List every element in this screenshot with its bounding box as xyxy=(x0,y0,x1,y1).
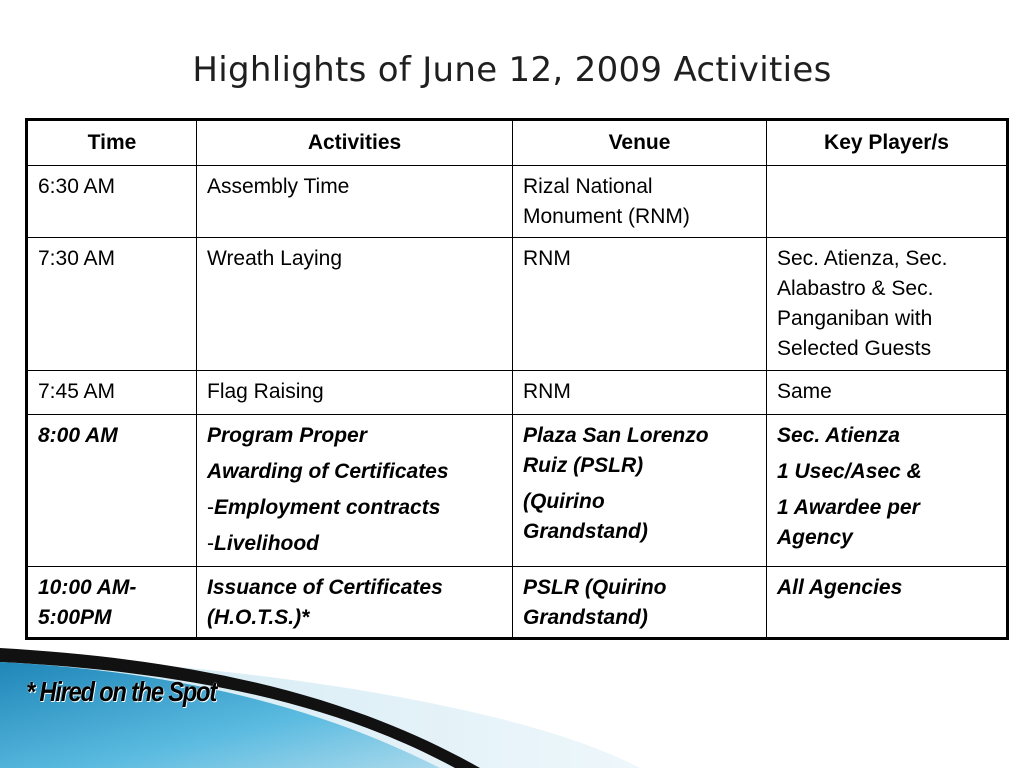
cell-text: Ruiz (PSLR) xyxy=(523,454,644,477)
cell-text: PSLR (Quirino xyxy=(523,576,667,599)
cell-text: 1 Awardee per xyxy=(777,496,920,519)
cell-text: Sec. Atienza, Sec. xyxy=(777,247,948,270)
cell-text: Panganiban with xyxy=(777,307,933,330)
cell-text: All Agencies xyxy=(777,576,903,599)
cell-text: RNM xyxy=(523,380,571,403)
cell-text: (H.O.T.S.)* xyxy=(207,606,310,629)
cell-text: Livelihood xyxy=(214,532,319,555)
cell-text: Selected Guests xyxy=(777,337,932,360)
dash-marker: - xyxy=(207,496,214,519)
cell-text: 7:45 AM xyxy=(38,380,116,403)
slide-title: Highlights of June 12, 2009 Activities xyxy=(192,50,832,90)
cell-text: 5:00PM xyxy=(38,606,112,629)
cell-text: Sec. Atienza xyxy=(777,424,900,447)
cell-text: Alabastro & Sec. xyxy=(777,277,934,300)
cell-text: Rizal National xyxy=(523,175,653,198)
cell-text: Assembly Time xyxy=(207,175,350,198)
cell-text: Awarding of Certificates xyxy=(207,460,449,483)
cell-text: Grandstand) xyxy=(523,520,648,543)
cell-text: 8:00 AM xyxy=(38,424,118,447)
footnote: * Hired on the Spot xyxy=(26,676,216,707)
cell-text: 10:00 AM- xyxy=(38,576,137,599)
cell-text: Program Proper xyxy=(207,424,367,447)
header-key-players: Key Player/s xyxy=(767,120,1008,166)
header-time: Time xyxy=(27,120,197,166)
cell-text: 1 Usec/Asec & xyxy=(777,460,922,483)
header-venue: Venue xyxy=(513,120,767,166)
cell-text: Grandstand) xyxy=(523,606,648,629)
cell-text: Agency xyxy=(777,526,853,549)
cell-text: RNM xyxy=(523,247,571,270)
cell-text: Wreath Laying xyxy=(207,247,343,270)
cell-text: Monument (RNM) xyxy=(523,205,690,228)
cell-text: 6:30 AM xyxy=(38,175,116,198)
dash-marker: - xyxy=(207,532,214,555)
cell-text: Issuance of Certificates xyxy=(207,576,443,599)
cell-text: 7:30 AM xyxy=(38,247,116,270)
cell-text: Same xyxy=(777,380,832,403)
header-activities: Activities xyxy=(197,120,513,166)
cell-text: Employment contracts xyxy=(214,496,441,519)
cell-text: Plaza San Lorenzo xyxy=(523,424,709,447)
cell-text: (Quirino xyxy=(523,490,605,513)
cell-text: Flag Raising xyxy=(207,380,324,403)
